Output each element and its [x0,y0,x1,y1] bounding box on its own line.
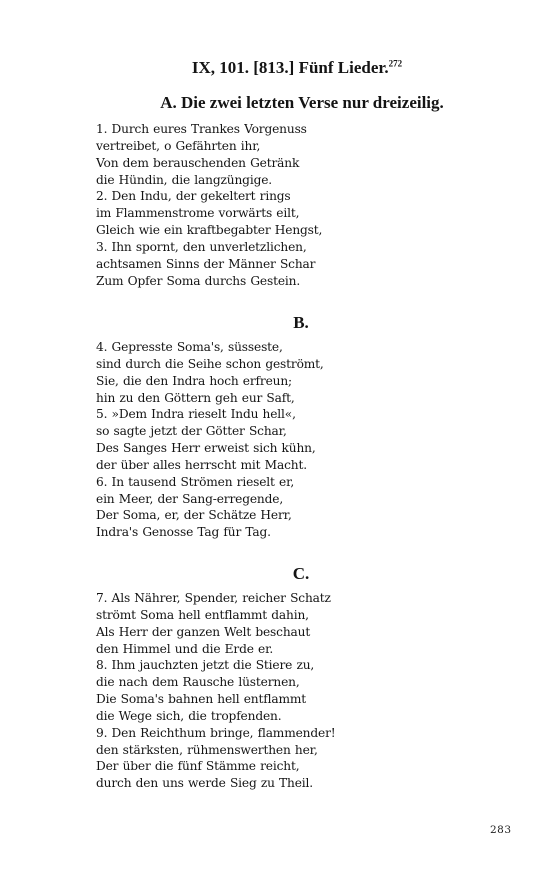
verse-line: Die Soma's bahnen hell entflammt [96,692,307,707]
verse-line: vertreibet, o Gefährten ihr, [96,138,261,153]
verse-line: Von dem berauschenden Getränk [96,155,300,170]
verse-line: die Hündin, die langzüngige. [96,172,273,187]
verse-line: Als Herr der ganzen Welt beschaut [96,624,311,639]
verse-line: achtsamen Sinns der Männer Schar [96,256,316,271]
section-a-verses [96,121,322,289]
verse-line: Zum Opfer Soma durchs Gestein. [96,273,301,288]
page-number: 283 [490,824,512,836]
verse-line: Des Sanges Herr erweist sich kühn, [96,441,316,456]
verse-line: sind durch die Seihe schon geströmt, [96,356,324,371]
section-b-heading: B. [293,313,309,332]
verse-line: so sagte jetzt der Götter Schar, [96,424,287,439]
footnote-reference[interactable]: 272 [388,58,403,69]
verse-line: hin zu den Göttern geh eur Saft, [96,390,295,405]
verse-line: 8. Ihm jauchzten jetzt die Stiere zu, [96,658,315,673]
verse-line: die nach dem Rausche lüsternen, [96,675,300,690]
verse-line: 4. Gepresste Soma's, süsseste, [96,340,283,354]
verse-line: 7. Als Nährer, Spender, reicher Schatz [96,591,331,605]
verse-line: strömt Soma hell entflammt dahin, [96,607,309,622]
verse-line: Gleich wie ein kraftbegabter Hengst, [96,223,323,238]
verse-line: 9. Den Reichthum bringe, flammender! [96,725,336,740]
verse-line: 1. Durch eures Trankes Vorgenuss [96,122,307,136]
verse-line: 6. In tausend Strömen rieselt er, [96,474,295,489]
verse-line: 3. Ihn spornt, den unverletzlichen, [96,239,307,254]
verse-line: den stärksten, rühmenswerthen her, [96,742,318,757]
page-title [0,58,550,78]
section-b-verses [96,339,324,541]
verse-line: Der über die fünf Stämme reicht, [96,759,300,774]
section-c-verses [96,590,336,792]
verse-line: den Himmel und die Erde er. [96,641,274,656]
verse-line: im Flammenstrome vorwärts eilt, [96,206,300,221]
verse-line: Indra's Genosse Tag für Tag. [96,525,271,540]
verse-line: 2. Den Indu, der gekeltert rings [96,189,291,204]
section-a-heading: A. Die zwei letzten Verse nur dreizeilig. [160,93,444,112]
verse-line: Sie, die den Indra hoch erfreun; [96,373,292,388]
section-c-heading: C. [292,564,310,583]
verse-line: 5. »Dem Indra rieselt Indu hell«, [96,407,296,422]
verse-line: der über alles herrscht mit Macht. [96,457,307,472]
verse-line: Der Soma, er, der Schätze Herr, [96,508,292,523]
verse-line: ein Meer, der Sang-erregende, [96,491,284,506]
verse-line: durch den uns werde Sieg zu Theil. [96,776,313,791]
title-text: IX, 101. [813.] Fünf Lieder. [191,58,389,77]
verse-line: die Wege sich, die tropfenden. [96,708,282,723]
